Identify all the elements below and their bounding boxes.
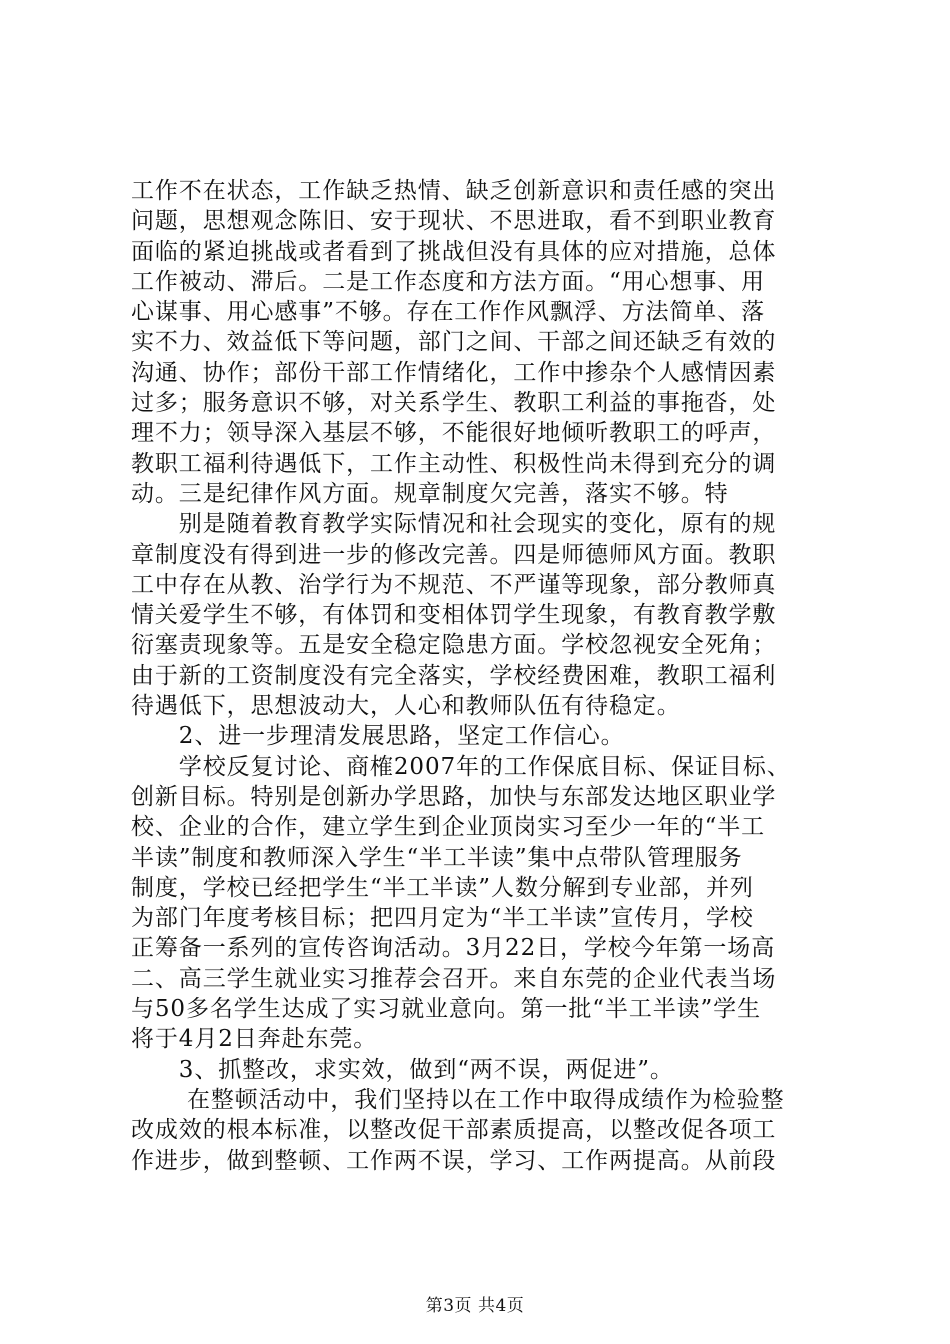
page-indicator: 第3页 共4页	[425, 1296, 525, 1316]
text-line: 3、抓整改，求实效，做到“两不误，两促进”。	[131, 1056, 674, 1083]
text-line: 工中存在从教、治学行为不规范、不严谨等现象，部分教师真	[131, 571, 777, 598]
text-line: 制度，学校已经把学生“半工半读”人数分解到专业部，并列	[131, 874, 754, 901]
text-line: 校、企业的合作，建立学生到企业顶岗实习至少一年的“半工	[131, 814, 766, 841]
text-line: 沟通、协作；部份干部工作情绪化，工作中掺杂个人感情因素	[131, 359, 777, 386]
text-line: 工作被动、滞后。二是工作态度和方法方面。“用心想事、用	[131, 268, 766, 295]
text-line: 由于新的工资制度没有完全落实，学校经费困难，教职工福利	[131, 662, 777, 689]
text-line: 作进步，做到整顿、工作两不误，学习、工作两提高。从前段	[131, 1147, 777, 1174]
page-footer	[0, 1296, 950, 1316]
text-line: 2、进一步理清发展思路，坚定工作信心。	[131, 723, 625, 750]
text-line: 与50多名学生达成了实习就业意向。第一批“半工半读”学生	[131, 996, 761, 1023]
text-line: 待遇低下，思想波动大，人心和教师队伍有待稳定。	[131, 693, 681, 720]
text-line: 衍塞责现象等。五是安全稳定隐患方面。学校忽视安全死角；	[131, 632, 777, 659]
text-line: 半读”制度和教师深入学生“半工半读”集中点带队管理服务	[131, 844, 743, 871]
text-line: 在整顿活动中，我们坚持以在工作中取得成绩作为检验整	[131, 1086, 785, 1113]
text-line: 心谋事、用心感事”不够。存在工作作风飘浮、方法简单、落	[131, 299, 766, 326]
text-line: 动。三是纪律作风方面。规章制度欠完善，落实不够。特	[131, 480, 729, 507]
text-line: 情关爱学生不够，有体罚和变相体罚学生现象，有教育教学敷	[131, 602, 777, 629]
text-line: 学校反复讨论、商榷2007年的工作保底目标、保证目标、	[131, 753, 791, 780]
body-text	[131, 176, 831, 1176]
text-line: 别是随着教育教学实际情况和社会现实的变化，原有的规	[131, 511, 777, 538]
text-line: 教职工福利待遇低下，工作主动性、积极性尚未得到充分的调	[131, 450, 777, 477]
text-line: 过多；服务意识不够，对关系学生、教职工利益的事拖沓，处	[131, 390, 777, 417]
text-line: 面临的紧迫挑战或者看到了挑战但没有具体的应对措施，总体	[131, 238, 777, 265]
text-line: 创新目标。特别是创新办学思路，加快与东部发达地区职业学	[131, 783, 777, 810]
text-line: 工作不在状态，工作缺乏热情、缺乏创新意识和责任感的突出	[131, 178, 777, 204]
text-line: 为部门年度考核目标；把四月定为“半工半读”宣传月，学校	[131, 905, 754, 932]
text-line: 问题，思想观念陈旧、安于现状、不思进取，看不到职业教育	[131, 208, 777, 235]
text-line: 改成效的根本标准，以整改促干部素质提高，以整改促各项工	[131, 1117, 777, 1144]
text-line: 章制度没有得到进一步的修改完善。四是师德师风方面。教职	[131, 541, 777, 568]
text-line: 实不力、效益低下等问题，部门之间、干部之间还缺乏有效的	[131, 329, 777, 356]
text-line: 二、高三学生就业实习推荐会召开。来自东莞的企业代表当场	[131, 965, 777, 992]
text-line: 正筹备一系列的宣传咨询活动。3月22日，学校今年第一场高	[131, 935, 776, 962]
text-line: 将于4月2日奔赴东莞。	[131, 1026, 378, 1053]
text-line: 理不力；领导深入基层不够，不能很好地倾听教职工的呼声，	[131, 420, 777, 447]
